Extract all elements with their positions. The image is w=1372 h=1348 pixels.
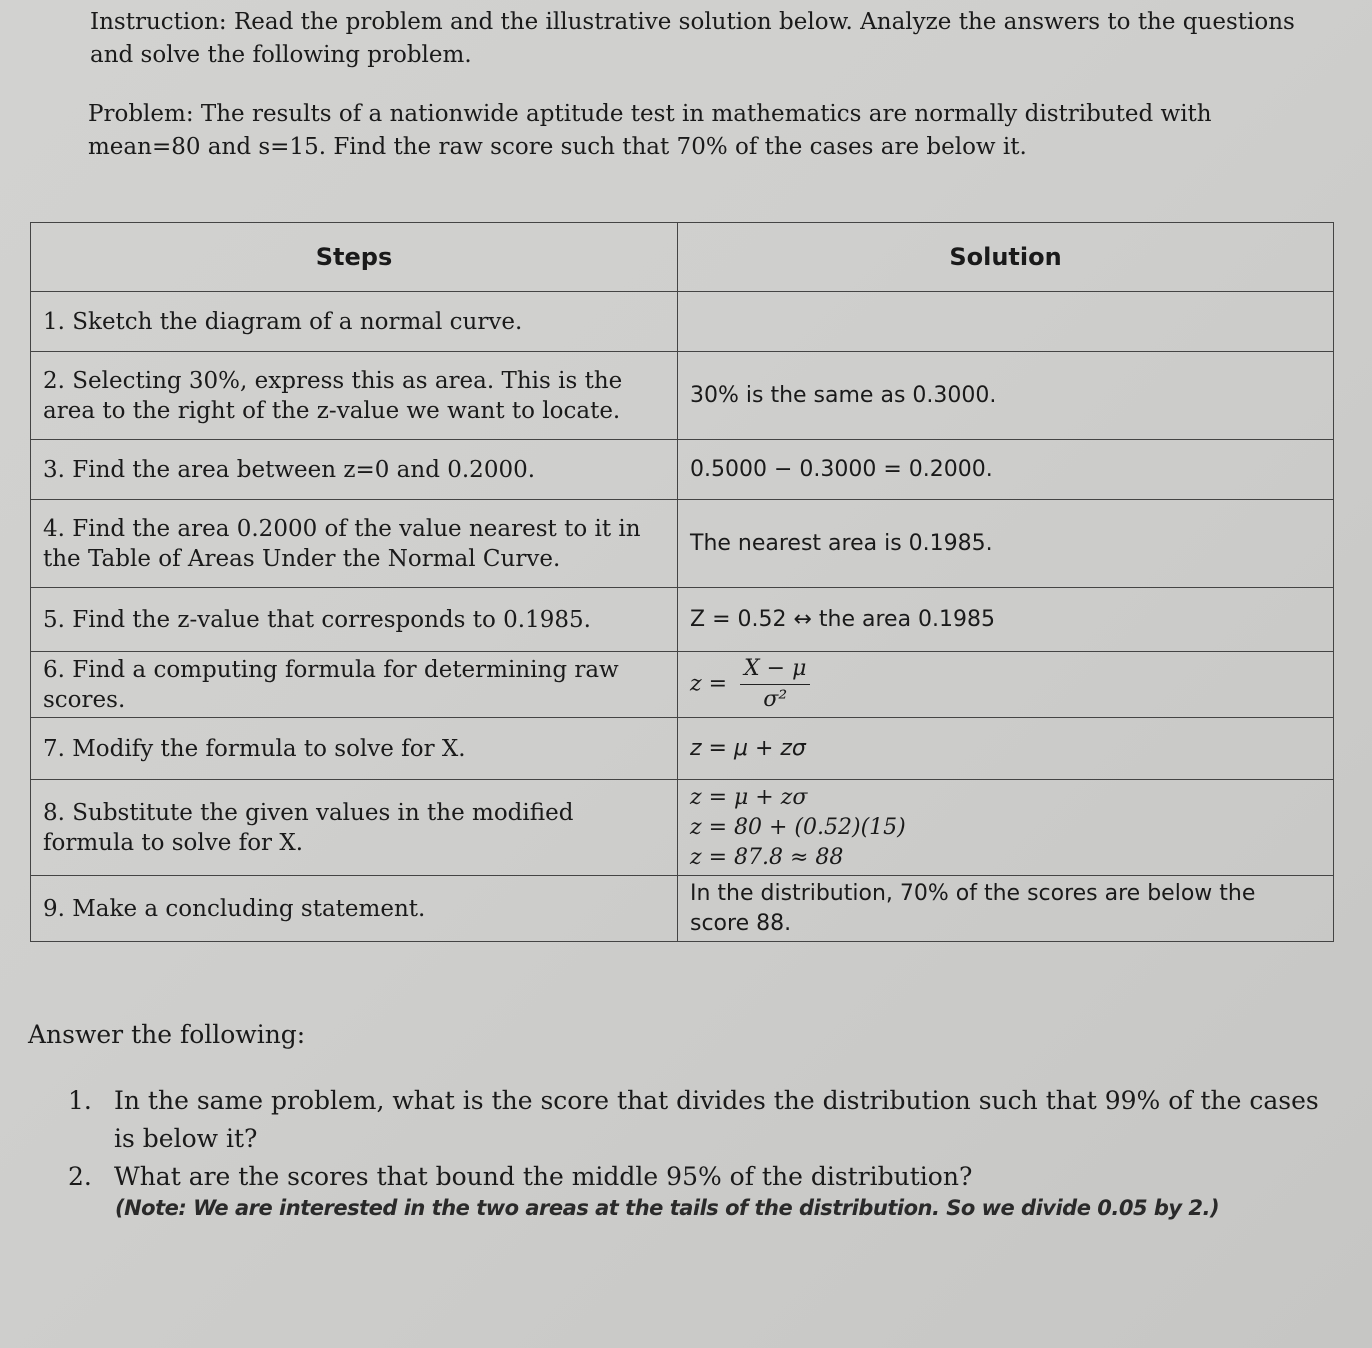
question-list	[68, 1082, 1338, 1196]
formula-lhs: z =	[690, 671, 728, 697]
solution-cell	[678, 780, 1334, 876]
table-row	[31, 780, 1334, 876]
step-cell: 4. Find the area 0.2000 of the value nearest to it in the Table of Areas Under the Normal Curve.	[31, 500, 678, 588]
solution-cell: In the distribution, 70% of the scores are below the score 88.	[678, 876, 1334, 942]
problem-block	[88, 98, 1303, 164]
formula-denominator: σ²	[763, 687, 788, 712]
z-formula-fraction	[740, 654, 810, 715]
table-header-row	[31, 223, 1334, 292]
table-row	[31, 352, 1334, 440]
step-cell: 8. Substitute the given values in the modified formula to solve for X.	[31, 780, 678, 876]
instruction-text: Instruction: Read the problem and the illustrative solution below. Analyze the answers to the questions and solve the following problem.	[90, 9, 1295, 68]
answer-heading: Answer the following:	[28, 1020, 306, 1049]
solution-cell	[678, 652, 1334, 718]
step-cell: 5. Find the z-value that corresponds to 0.1985.	[31, 588, 678, 652]
solution-table	[30, 222, 1334, 942]
solution-cell: z = μ + zσ	[678, 718, 1334, 780]
step-cell: 2. Selecting 30%, express this as area. This is the area to the right of the z-value we want to locate.	[31, 352, 678, 440]
question-text: In the same problem, what is the score that divides the distribution such that 99% of the cases is below it?	[114, 1086, 1319, 1153]
substitution-line: z = μ + zσ	[690, 784, 808, 810]
step-cell: 3. Find the area between z=0 and 0.2000.	[31, 440, 678, 500]
table-row	[31, 440, 1334, 500]
problem-text: Problem: The results of a nationwide aptitude test in mathematics are normally distributed with mean=80 and s=15. Find the raw score such that 70% of the cases are below it.	[88, 101, 1212, 160]
note-text: (Note: We are interested in the two areas at the tails of the distribution. So we divide 0.05 by 2.)	[115, 1196, 1220, 1220]
question-number: 2.	[68, 1162, 92, 1191]
table-row	[31, 718, 1334, 780]
instruction-block	[90, 6, 1300, 72]
step-cell: 1. Sketch the diagram of a normal curve.	[31, 292, 678, 352]
table-row	[31, 652, 1334, 718]
question-item	[68, 1158, 1338, 1196]
table-row	[31, 588, 1334, 652]
step-cell: 6. Find a computing formula for determining raw scores.	[31, 652, 678, 718]
substitution-line: z = 87.8 ≈ 88	[690, 844, 844, 870]
question-text: What are the scores that bound the middle 95% of the distribution?	[114, 1162, 973, 1191]
solution-header: Solution	[678, 223, 1334, 292]
step-cell: 9. Make a concluding statement.	[31, 876, 678, 942]
solution-cell: The nearest area is 0.1985.	[678, 500, 1334, 588]
table-row	[31, 876, 1334, 942]
table-row	[31, 292, 1334, 352]
table-row	[31, 500, 1334, 588]
step-cell: 7. Modify the formula to solve for X.	[31, 718, 678, 780]
substitution-line: z = 80 + (0.52)(15)	[690, 814, 906, 840]
question-item	[68, 1082, 1338, 1158]
question-number: 1.	[68, 1086, 92, 1115]
steps-header: Steps	[31, 223, 678, 292]
solution-cell	[678, 292, 1334, 352]
solution-cell: Z = 0.52 ↔ the area 0.1985	[678, 588, 1334, 652]
solution-cell: 0.5000 − 0.3000 = 0.2000.	[678, 440, 1334, 500]
formula-numerator: X − μ	[740, 654, 810, 685]
solution-cell: 30% is the same as 0.3000.	[678, 352, 1334, 440]
